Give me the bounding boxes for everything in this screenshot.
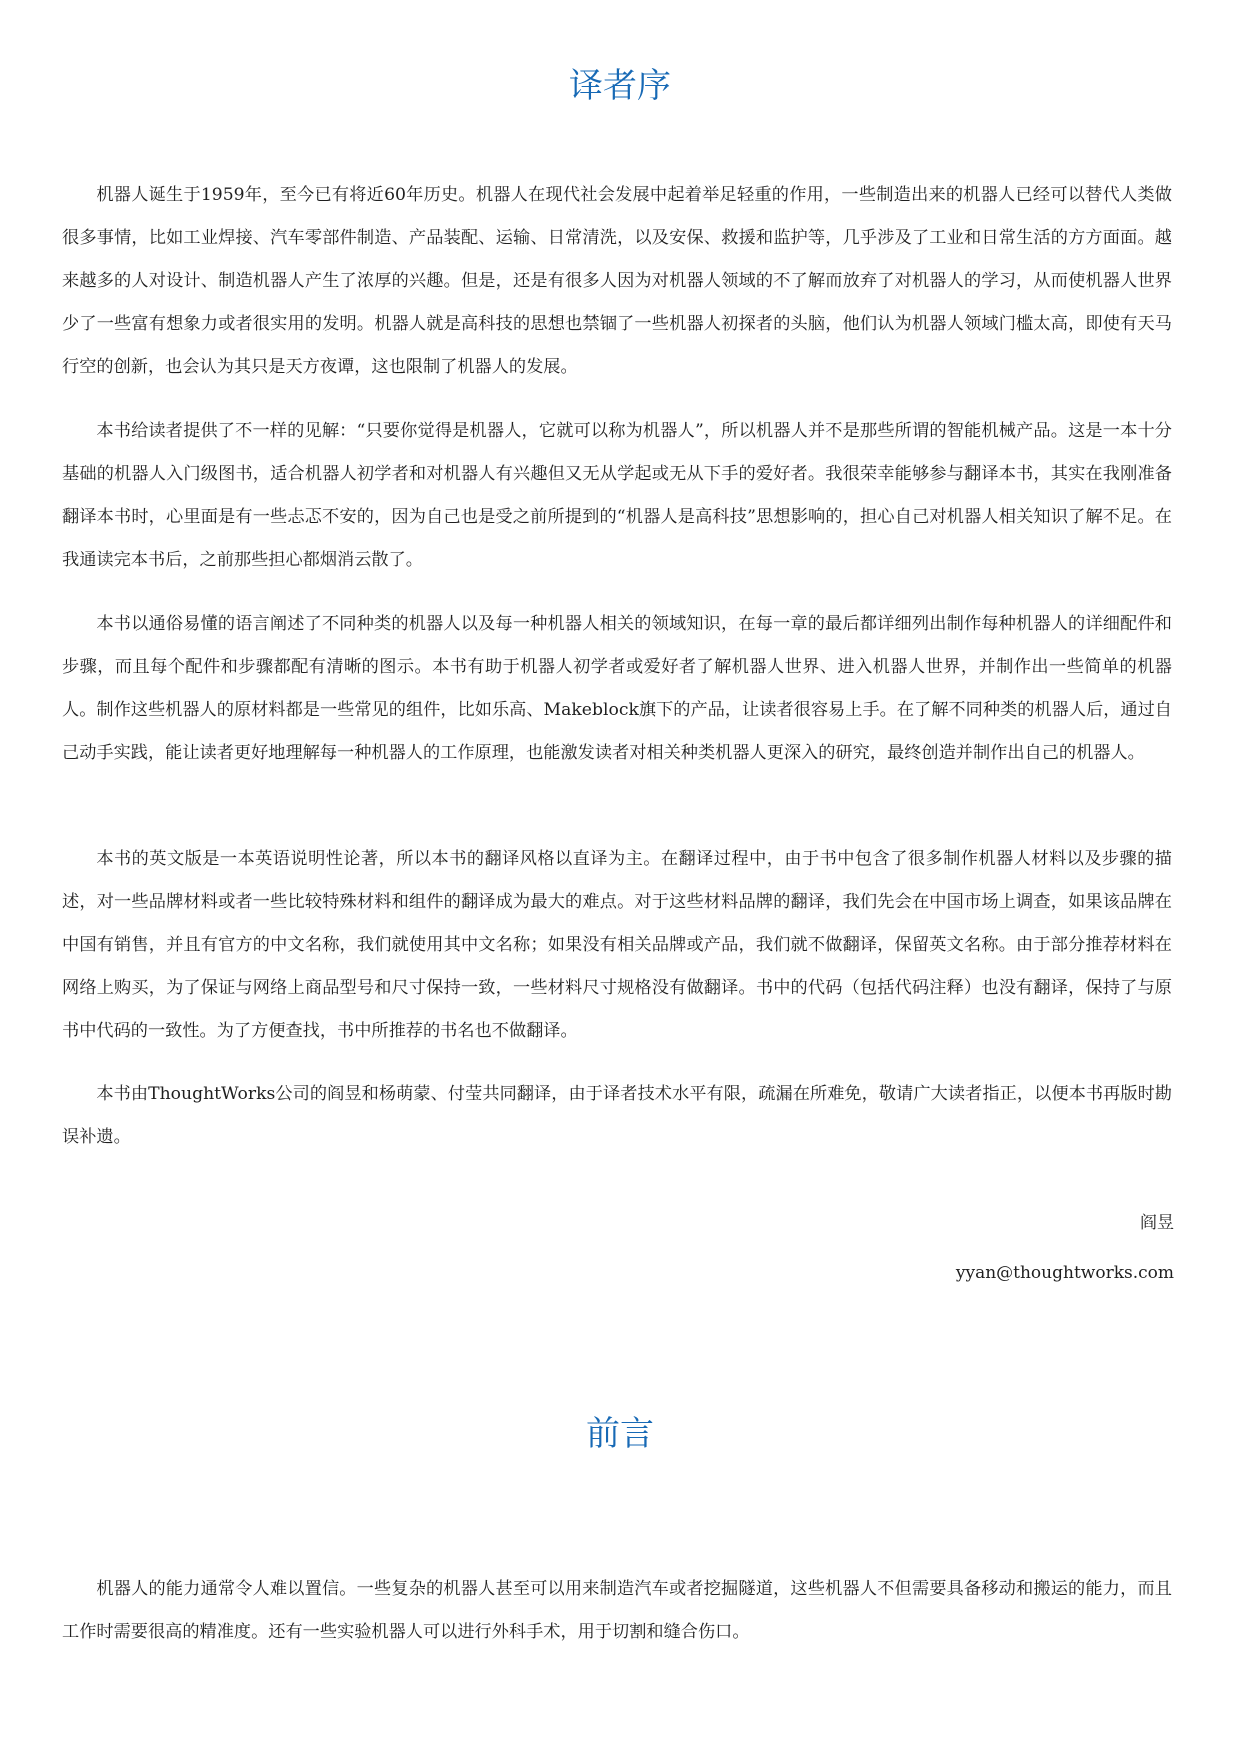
foreword-title: 前言 <box>586 1414 654 1454</box>
foreword-paragraph-1: 机器人的能力通常令人难以置信。一些复杂的机器人甚至可以用来制造汽车或者挖掘隧道，这些机器人不但需要具备移动和搬运的能力，而且工作时需要很高的精准度。还有一些实验机器人可以进行外科手术，用于切割和缝合伤口。 <box>62 1579 1172 1642</box>
translator-preface-paragraph-3: 本书以通俗易懂的语言阐述了不同种类的机器人以及每一种机器人相关的领域知识，在每一章的最后都详细列出制作每种机器人的详细配件和步骤，而且每个配件和步骤都配有清晰的图示。本书有助于机器人初学者或爱好者了解机器人世界、进入机器人世界，并制作出一些简单的机器人。制作这些机器人的原材料都是一些常见的组件，比如乐高、Makeblock旗下的产品，让读者很容易上手。在了解不同种类的机器人后，通过自己动手实践，能让读者更好地理解每一种机器人的工作原理，也能激发读者对相关种类机器人更深入的研究，最终创造并制作出自己的机器人。 <box>62 614 1172 763</box>
signature-name: 阎昱 <box>1140 1213 1174 1233</box>
translator-preface-paragraph-5: 本书由ThoughtWorks公司的阎昱和杨萌蒙、付莹共同翻译，由于译者技术水平有限，疏漏在所难免，敬请广大读者指正，以便本书再版时勘误补遗。 <box>62 1084 1172 1147</box>
translator-preface-paragraph-1: 机器人诞生于1959年，至今已有将近60年历史。机器人在现代社会发展中起着举足轻重的作用，一些制造出来的机器人已经可以替代人类做很多事情，比如工业焊接、汽车零部件制造、产品装配、运输、日常清洗，以及安保、救援和监护等，几乎涉及了工业和日常生活的方方面面。越来越多的人对设计、制造机器人产生了浓厚的兴趣。但是，还是有很多人因为对机器人领域的不了解而放弃了对机器人的学习，从而使机器人世界少了一些富有想象力或者很实用的发明。机器人就是高科技的思想也禁锢了一些机器人初探者的头脑，他们认为机器人领域门槛太高，即使有天马行空的创新，也会认为其只是天方夜谭，这也限制了机器人的发展。 <box>62 185 1172 377</box>
signature-email: yyan@thoughtworks.com <box>955 1263 1174 1283</box>
translator-preface-paragraph-4: 本书的英文版是一本英语说明性论著，所以本书的翻译风格以直译为主。在翻译过程中，由于书中包含了很多制作机器人材料以及步骤的描述，对一些品牌材料或者一些比较特殊材料和组件的翻译成为最大的难点。对于这些材料品牌的翻译，我们先会在中国市场上调查，如果该品牌在中国有销售，并且有官方的中文名称，我们就使用其中文名称；如果没有相关品牌或产品，我们就不做翻译，保留英文名称。由于部分推荐材料在网络上购买，为了保证与网络上商品型号和尺寸保持一致，一些材料尺寸规格没有做翻译。书中的代码（包括代码注释）也没有翻译，保持了与原书中代码的一致性。为了方便查找，书中所推荐的书名也不做翻译。 <box>62 849 1172 1041</box>
translator-preface-paragraph-2: 本书给读者提供了不一样的见解：“只要你觉得是机器人，它就可以称为机器人”，所以机器人并不是那些所谓的智能机械产品。这是一本十分基础的机器人入门级图书，适合机器人初学者和对机器人有兴趣但又无从学起或无从下手的爱好者。我很荣幸能够参与翻译本书，其实在我刚准备翻译本书时，心里面是有一些忐忑不安的，因为自己也是受之前所提到的“机器人是高科技”思想影响的，担心自己对机器人相关知识了解不足。在我通读完本书后，之前那些担心都烟消云散了。 <box>62 421 1172 570</box>
translator-preface-title: 译者序 <box>569 66 671 106</box>
